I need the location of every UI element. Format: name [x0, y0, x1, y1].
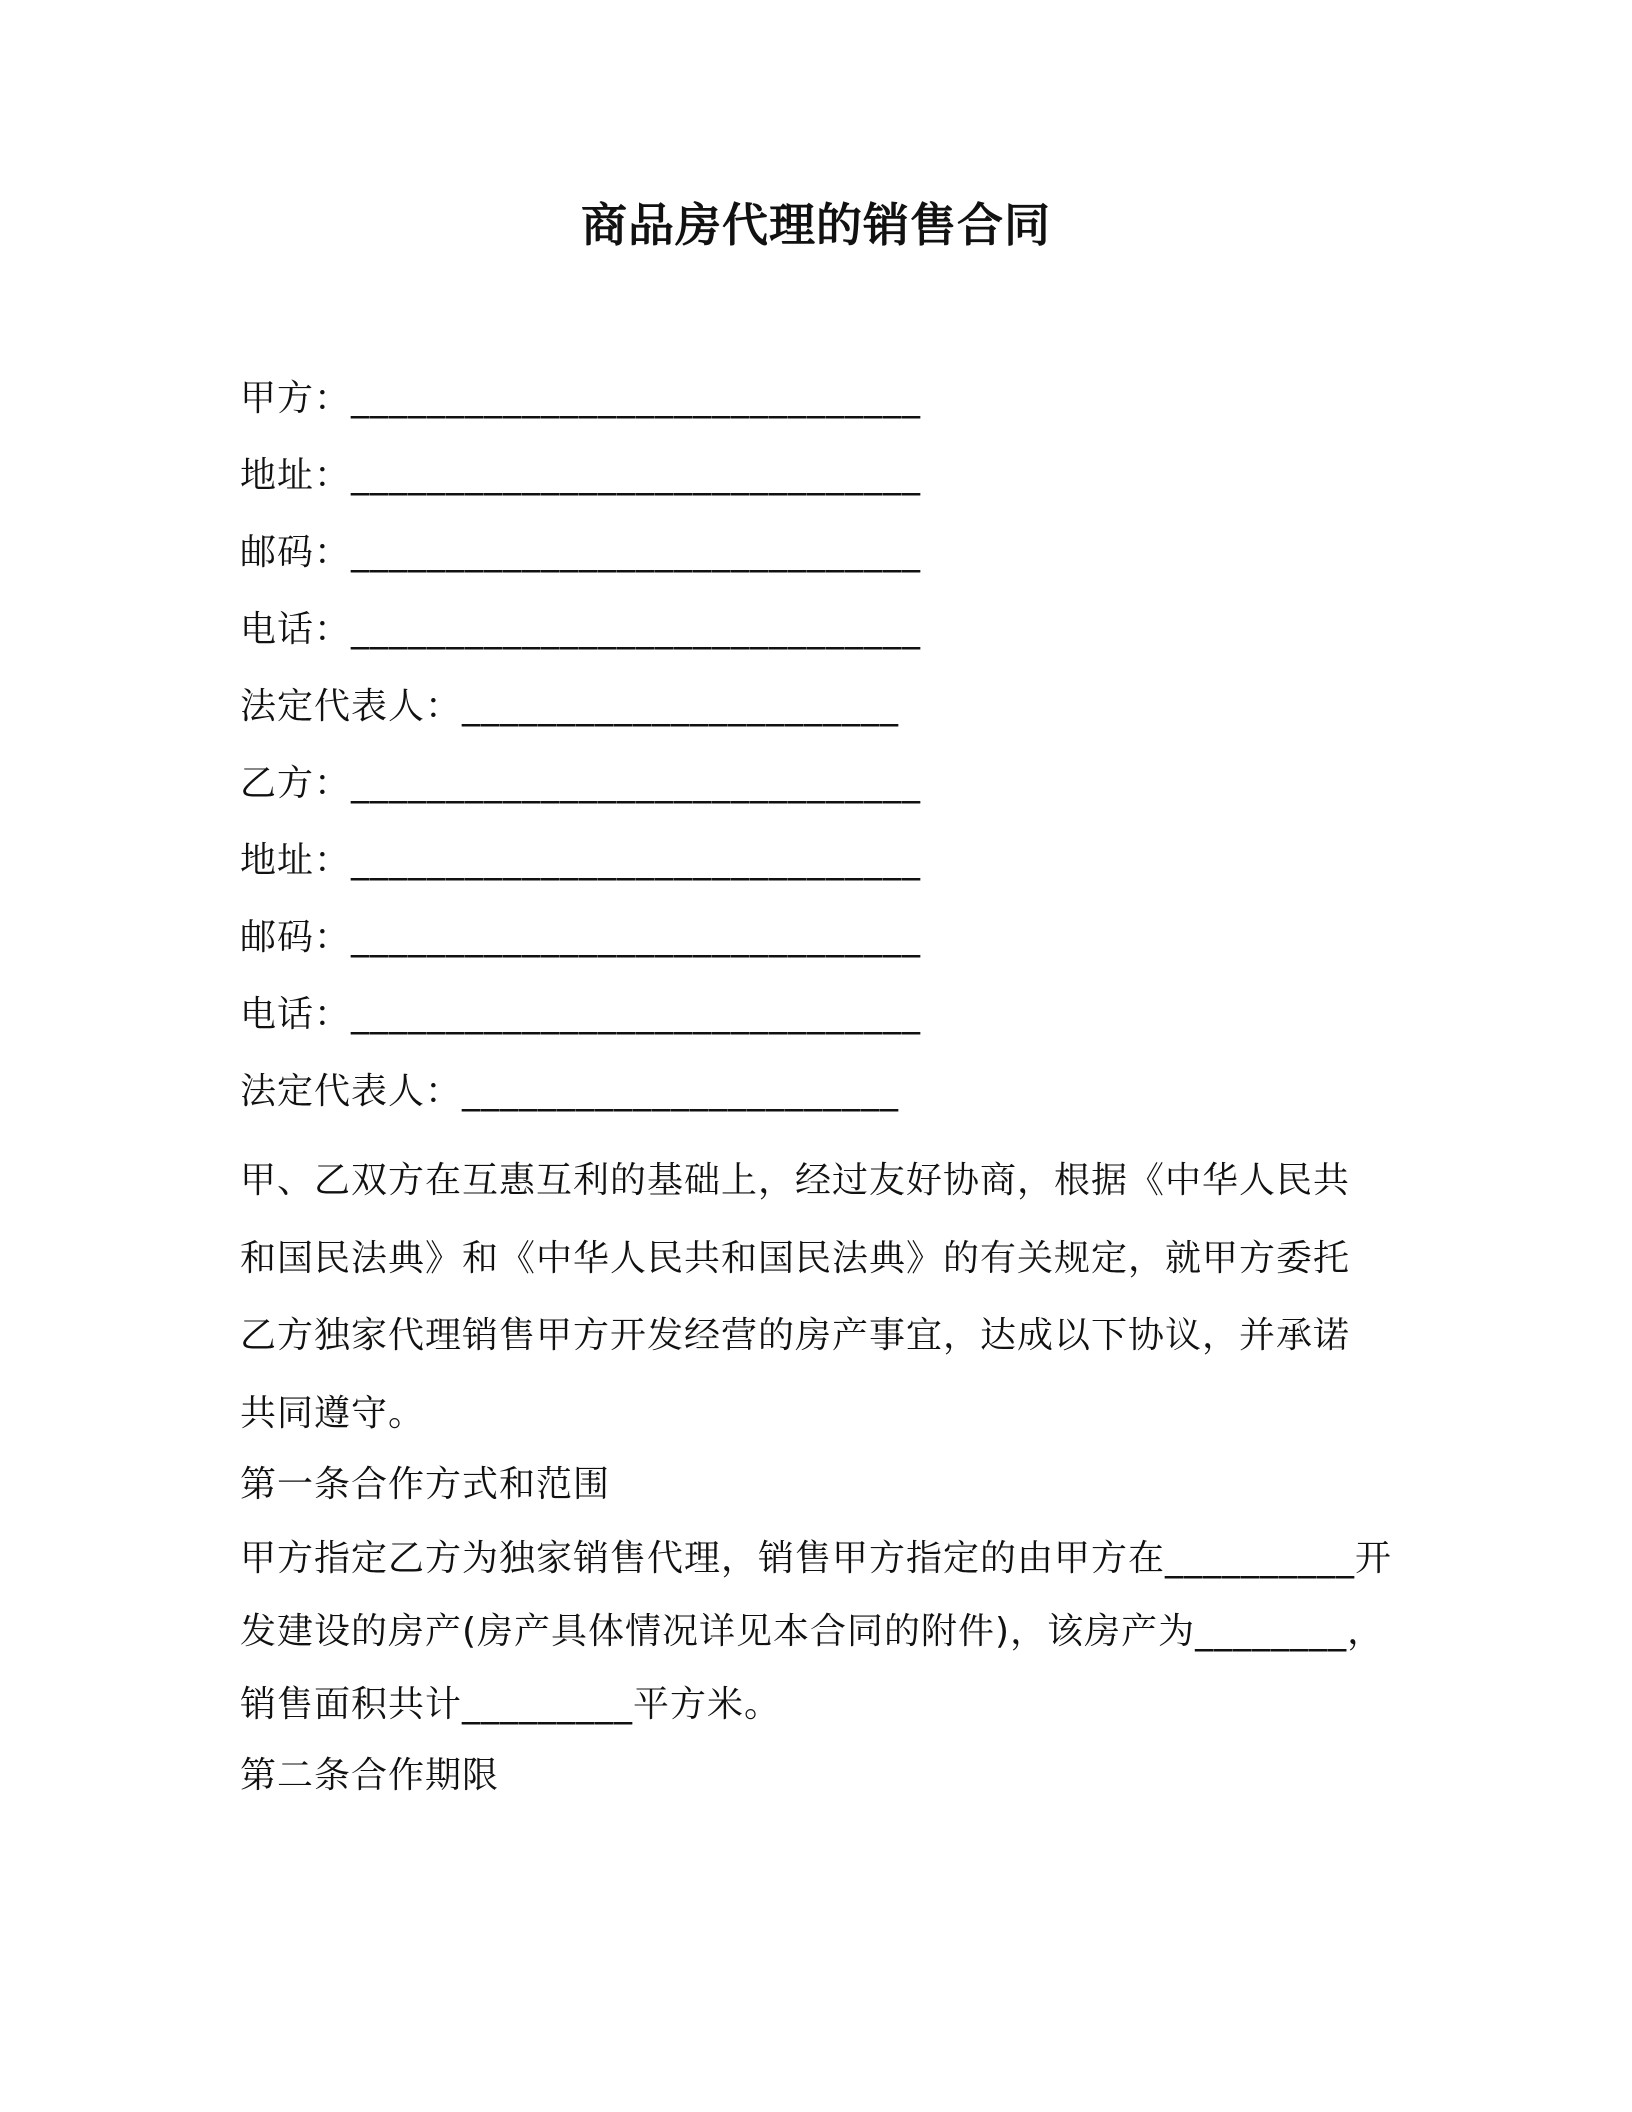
- party-a-legal-rep-field: [240, 680, 1420, 757]
- party-b-postcode-field: [240, 911, 1420, 988]
- party-a-phone-field: [240, 603, 1420, 680]
- article-2-heading: 第二条合作期限: [240, 1755, 500, 1796]
- fill-blank[interactable]: _______________________: [462, 686, 900, 727]
- field-label: 法定代表人：: [240, 686, 463, 727]
- field-label: 甲方：: [240, 378, 352, 419]
- document-title: 商品房代理的销售合同: [581, 198, 1051, 252]
- article-1-paragraph: 甲方指定乙方为独家销售代理，销售甲方指定的由甲方在__________开发建设的房产(房产具体情况详见本合同的附件)，该房产为________，销售面积共计_________平方米。: [240, 1538, 1393, 1725]
- fill-blank[interactable]: ______________________________: [351, 532, 922, 573]
- field-label: 邮码：: [240, 917, 352, 958]
- fill-blank[interactable]: ______________________________: [351, 378, 922, 419]
- fill-blank[interactable]: ______________________________: [351, 455, 922, 496]
- fill-blank[interactable]: ______________________________: [351, 994, 922, 1035]
- field-label: 电话：: [240, 609, 352, 650]
- field-label: 乙方：: [240, 763, 352, 804]
- fill-blank[interactable]: ______________________________: [351, 917, 922, 958]
- party-b-section: [240, 757, 1420, 1142]
- field-label: 电话：: [240, 994, 352, 1035]
- fill-blank[interactable]: ______________________________: [351, 763, 922, 804]
- party-b-name-field: [240, 757, 1420, 834]
- fill-blank[interactable]: _______________________: [462, 1071, 900, 1112]
- fill-blank[interactable]: ______________________________: [351, 609, 922, 650]
- party-a-name-field: [240, 372, 1420, 449]
- field-label: 地址：: [240, 455, 352, 496]
- field-label: 地址：: [240, 840, 352, 881]
- field-label: 邮码：: [240, 532, 352, 573]
- field-label: 法定代表人：: [240, 1071, 463, 1112]
- article-1-heading: 第一条合作方式和范围: [240, 1464, 611, 1505]
- party-a-postcode-field: [240, 526, 1420, 603]
- party-a-section: [240, 372, 1420, 757]
- intro-paragraph: 甲、乙双方在互惠互利的基础上，经过友好协商，根据《中华人民共和国民法典》和《中华人民共和国民法典》的有关规定，就甲方委托乙方独家代理销售甲方开发经营的房产事宜，达成以下协议，并承诺共同遵守。: [240, 1160, 1351, 1434]
- fill-blank[interactable]: ______________________________: [351, 840, 922, 881]
- document-body: [240, 372, 1420, 1803]
- party-b-address-field: [240, 834, 1420, 911]
- party-b-legal-rep-field: [240, 1065, 1420, 1142]
- party-b-phone-field: [240, 988, 1420, 1065]
- party-a-address-field: [240, 449, 1420, 526]
